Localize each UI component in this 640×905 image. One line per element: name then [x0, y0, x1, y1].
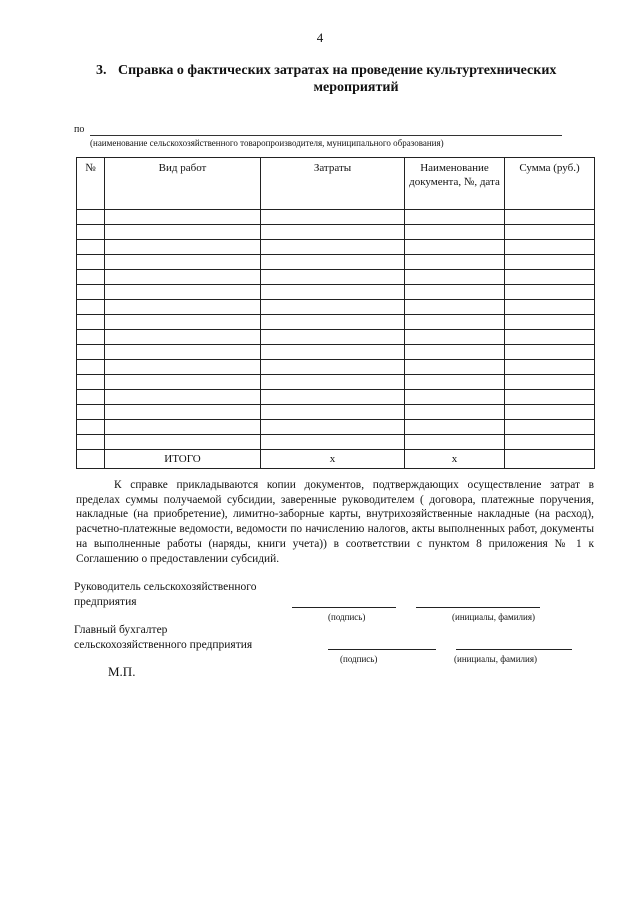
total-sum[interactable] — [505, 450, 595, 469]
table-cell[interactable] — [261, 255, 405, 270]
table-cell[interactable] — [261, 225, 405, 240]
table-row — [77, 420, 595, 435]
table-cell[interactable] — [77, 420, 105, 435]
table-cell[interactable] — [105, 225, 261, 240]
head-label-line-2: предприятия — [74, 596, 137, 608]
accountant-signature-field[interactable] — [328, 649, 436, 650]
table-cell[interactable] — [405, 375, 505, 390]
table-cell[interactable] — [405, 240, 505, 255]
table-row — [77, 300, 595, 315]
table-cell[interactable] — [405, 300, 505, 315]
total-row — [77, 450, 595, 469]
producer-name-field[interactable] — [90, 135, 562, 136]
table-cell[interactable] — [505, 315, 595, 330]
head-name-field[interactable] — [416, 607, 540, 608]
table-cell[interactable] — [77, 360, 105, 375]
table-cell[interactable] — [505, 255, 595, 270]
table-cell[interactable] — [105, 300, 261, 315]
table-cell[interactable] — [261, 405, 405, 420]
table-cell[interactable] — [261, 300, 405, 315]
table-cell[interactable] — [505, 420, 595, 435]
producer-name-caption: (наименование сельскохозяйственного товаропроизводителя, муниципального образования) — [90, 138, 444, 148]
header-number: № — [77, 158, 105, 210]
table-cell[interactable] — [505, 435, 595, 450]
table-cell[interactable] — [261, 435, 405, 450]
table-cell[interactable] — [77, 285, 105, 300]
header-sum: Сумма (руб.) — [505, 158, 595, 210]
table-cell[interactable] — [105, 285, 261, 300]
table-cell[interactable] — [77, 240, 105, 255]
table-cell[interactable] — [77, 315, 105, 330]
table-cell[interactable] — [405, 225, 505, 240]
attachments-paragraph: К справке прикладываются копии документов, подтверждающих осуществление затрат в пределах суммы получаемой субсидии, заверенные руководителем ( договора, платежные поручения, накладные (на приобретение), лимитно-заборные карты, внутрихозяйственные накладные (на расход), расчетно-платежные ведомости, ведомости по начислению налогов, акты выполненных работ, документы на выполненные работы (наряды, книги учета)) в соответствии с пунктом 8 приложения № 1 к Соглашению о предоставлении субсидий. — [76, 479, 594, 565]
table-cell[interactable] — [261, 270, 405, 285]
table-row — [77, 210, 595, 225]
table-cell[interactable] — [105, 330, 261, 345]
header-work-type: Вид работ — [105, 158, 261, 210]
table-row — [77, 330, 595, 345]
table-cell[interactable] — [77, 405, 105, 420]
table-cell[interactable] — [105, 360, 261, 375]
table-cell[interactable] — [505, 210, 595, 225]
table-row — [77, 375, 595, 390]
table-cell[interactable] — [505, 330, 595, 345]
table-cell[interactable] — [405, 270, 505, 285]
total-cell-number — [77, 450, 105, 469]
table-cell[interactable] — [105, 435, 261, 450]
table-cell[interactable] — [405, 390, 505, 405]
accountant-label-line-1: Главный бухгалтер — [74, 624, 168, 636]
table-row — [77, 345, 595, 360]
table-row — [77, 360, 595, 375]
table-cell[interactable] — [505, 390, 595, 405]
accountant-label-line-2: сельскохозяйственного предприятия — [74, 639, 253, 651]
table-header-row — [77, 158, 595, 210]
table-cell[interactable] — [105, 210, 261, 225]
table-cell[interactable] — [505, 300, 595, 315]
table-cell[interactable] — [77, 225, 105, 240]
total-document-mark: х — [405, 450, 505, 469]
accountant-signature-caption: (подпись) — [340, 654, 378, 664]
section-number: 3. — [96, 63, 107, 78]
table-cell[interactable] — [261, 240, 405, 255]
table-cell[interactable] — [405, 285, 505, 300]
table-row — [77, 225, 595, 240]
table-cell[interactable] — [261, 390, 405, 405]
table-cell[interactable] — [405, 360, 505, 375]
table-cell[interactable] — [105, 390, 261, 405]
table-cell[interactable] — [405, 315, 505, 330]
table-cell[interactable] — [505, 360, 595, 375]
table-cell[interactable] — [405, 405, 505, 420]
table-cell[interactable] — [105, 405, 261, 420]
head-signature-field[interactable] — [292, 607, 396, 608]
table-row — [77, 390, 595, 405]
table-cell[interactable] — [505, 405, 595, 420]
table-cell[interactable] — [405, 435, 505, 450]
table-cell[interactable] — [505, 375, 595, 390]
table-row — [77, 240, 595, 255]
accountant-name-field[interactable] — [456, 649, 572, 650]
table-cell[interactable] — [77, 210, 105, 225]
table-cell[interactable] — [77, 330, 105, 345]
table-cell[interactable] — [77, 270, 105, 285]
table-cell[interactable] — [77, 300, 105, 315]
table-cell[interactable] — [77, 390, 105, 405]
title-line-1: Справка о фактических затратах на проведение культуртехнических — [118, 63, 557, 78]
table-cell[interactable] — [261, 330, 405, 345]
table-cell[interactable] — [505, 240, 595, 255]
table-cell[interactable] — [505, 270, 595, 285]
table-cell[interactable] — [405, 345, 505, 360]
po-prefix: по — [74, 124, 85, 135]
table-cell[interactable] — [105, 255, 261, 270]
header-document: Наименование документа, №, дата — [405, 158, 505, 210]
title-line-2: мероприятий — [313, 80, 399, 95]
table-cell[interactable] — [105, 420, 261, 435]
table-row — [77, 405, 595, 420]
table-cell[interactable] — [261, 420, 405, 435]
table-row — [77, 285, 595, 300]
table-cell[interactable] — [405, 420, 505, 435]
header-costs: Затраты — [261, 158, 405, 210]
table-cell[interactable] — [505, 345, 595, 360]
total-costs-mark: х — [261, 450, 405, 469]
table-cell[interactable] — [77, 255, 105, 270]
table-row — [77, 270, 595, 285]
table-cell[interactable] — [261, 375, 405, 390]
works-table — [76, 157, 595, 469]
head-signature-caption: (подпись) — [328, 612, 366, 622]
table-cell[interactable] — [105, 345, 261, 360]
total-label: ИТОГО — [105, 450, 261, 469]
table-cell[interactable] — [105, 240, 261, 255]
table-cell[interactable] — [261, 345, 405, 360]
table-cell[interactable] — [105, 375, 261, 390]
table-cell[interactable] — [405, 330, 505, 345]
head-name-caption: (инициалы, фамилия) — [452, 612, 535, 622]
table-cell[interactable] — [505, 285, 595, 300]
table-cell[interactable] — [77, 435, 105, 450]
head-label-line-1: Руководитель сельскохозяйственного — [74, 581, 257, 593]
accountant-name-caption: (инициалы, фамилия) — [454, 654, 537, 664]
table-row — [77, 435, 595, 450]
table-cell[interactable] — [77, 375, 105, 390]
table-cell[interactable] — [105, 270, 261, 285]
table-row — [77, 255, 595, 270]
table-cell[interactable] — [77, 345, 105, 360]
table-cell[interactable] — [261, 210, 405, 225]
table-cell[interactable] — [405, 210, 505, 225]
stamp-place: М.П. — [108, 664, 136, 679]
table-cell[interactable] — [505, 225, 595, 240]
table-body — [77, 210, 595, 469]
table-row — [77, 315, 595, 330]
table-cell[interactable] — [261, 360, 405, 375]
table-cell[interactable] — [261, 285, 405, 300]
table-cell[interactable] — [105, 315, 261, 330]
table-cell[interactable] — [405, 255, 505, 270]
page-number: 4 — [316, 30, 324, 45]
table-cell[interactable] — [261, 315, 405, 330]
